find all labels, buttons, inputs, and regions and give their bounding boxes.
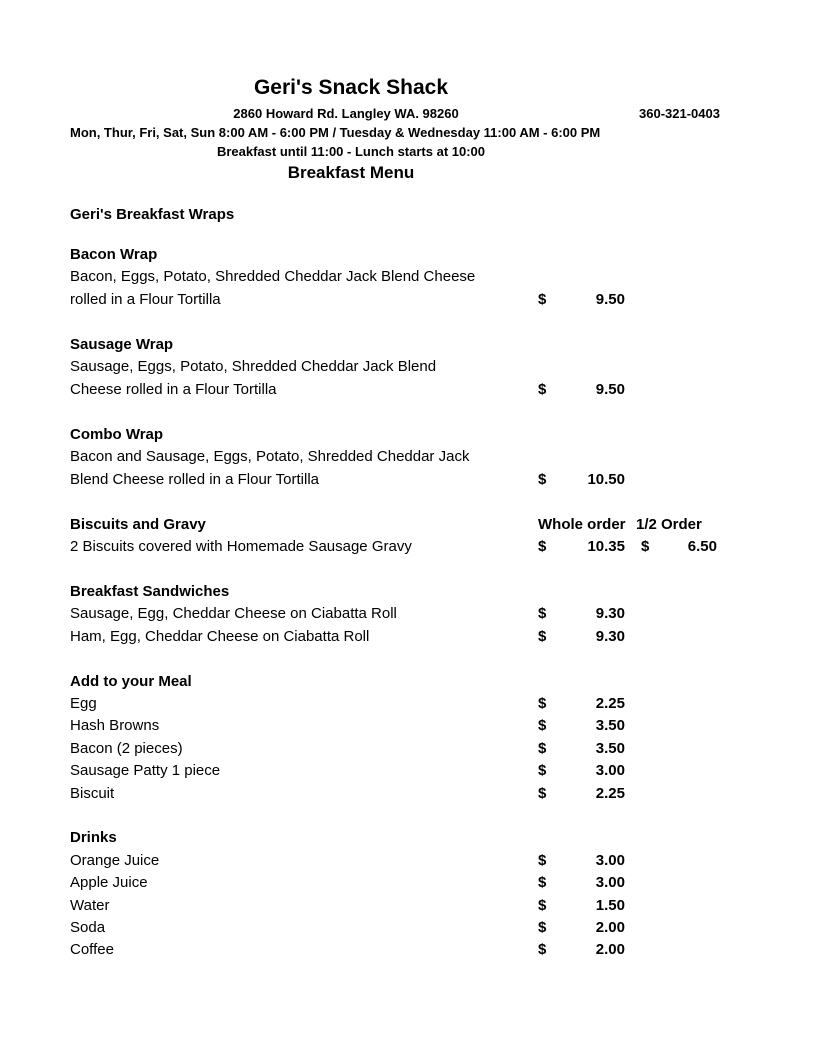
currency-symbol: $ [538,471,547,488]
column-header-whole: Whole order [538,516,626,533]
item-name-combo-wrap: Combo Wrap [70,426,164,443]
item-price: 3.50 [595,717,625,734]
address: 2860 Howard Rd. Langley WA. 98260 [233,106,459,121]
item-desc: Bacon, Eggs, Potato, Shredded Cheddar Jack Blend Cheese [70,268,476,285]
item-price: 1.50 [595,897,625,914]
currency-symbol: $ [538,740,547,757]
item-price-half: 6.50 [687,538,717,555]
menu-title: Breakfast Menu [287,163,415,182]
section-heading-addons: Add to your Meal [70,673,192,690]
currency-symbol: $ [538,381,547,398]
item-price: 2.25 [595,785,625,802]
list-item: Orange Juice [70,852,160,869]
item-price: 3.00 [595,762,625,779]
currency-symbol: $ [538,762,547,779]
item-price: 2.00 [595,919,625,936]
item-desc: Bacon and Sausage, Eggs, Potato, Shredded Cheddar Jack [70,448,470,465]
item-price: 2.00 [595,941,625,958]
list-item: Bacon (2 pieces) [70,740,183,757]
item-price: 9.50 [595,381,625,398]
currency-symbol: $ [538,941,547,958]
item-price: 9.30 [595,605,625,622]
currency-symbol: $ [538,628,547,645]
currency-symbol: $ [538,695,547,712]
list-item: Water [70,897,110,914]
item-desc: Sausage, Eggs, Potato, Shredded Cheddar Jack Blend [70,358,437,375]
list-item: Egg [70,695,97,712]
column-header-half: 1/2 Order [636,516,702,533]
section-heading-wraps: Geri's Breakfast Wraps [70,206,235,223]
currency-symbol: $ [538,538,547,555]
item-price-whole: 10.35 [587,538,625,555]
item-price: 10.50 [587,471,625,488]
item-price: 3.50 [595,740,625,757]
item-desc: Cheese rolled in a Flour Tortilla [70,381,277,398]
currency-symbol: $ [538,852,547,869]
list-item: Sausage Patty 1 piece [70,762,221,779]
item-desc: Blend Cheese rolled in a Flour Tortilla [70,471,320,488]
currency-symbol: $ [538,291,547,308]
list-item: Soda [70,919,106,936]
item-desc: rolled in a Flour Tortilla [70,291,221,308]
item-price: 2.25 [595,695,625,712]
section-heading-drinks: Drinks [70,829,117,846]
list-item: Biscuit [70,785,115,802]
currency-symbol: $ [538,717,547,734]
section-heading-sandwiches: Breakfast Sandwiches [70,583,230,600]
list-item: Apple Juice [70,874,148,891]
currency-symbol: $ [641,538,650,555]
currency-symbol: $ [538,874,547,891]
opening-hours: Mon, Thur, Fri, Sat, Sun 8:00 AM - 6:00 PM / Tuesday & Wednesday 11:00 AM - 6:00 PM [70,125,601,140]
list-item: Sausage, Egg, Cheddar Cheese on Ciabatta Roll [70,605,397,622]
currency-symbol: $ [538,785,547,802]
page-title: Geri's Snack Shack [253,76,449,99]
list-item: Ham, Egg, Cheddar Cheese on Ciabatta Roll [70,628,370,645]
breakfast-note: Breakfast until 11:00 - Lunch starts at 10:00 [216,144,486,159]
item-price: 3.00 [595,852,625,869]
list-item: Coffee [70,941,114,958]
item-name-bacon-wrap: Bacon Wrap [70,246,158,263]
item-price: 3.00 [595,874,625,891]
item-price: 9.50 [595,291,625,308]
list-item: Hash Browns [70,717,160,734]
item-desc: 2 Biscuits covered with Homemade Sausage Gravy [70,538,412,555]
currency-symbol: $ [538,897,547,914]
currency-symbol: $ [538,919,547,936]
currency-symbol: $ [538,605,547,622]
item-name-sausage-wrap: Sausage Wrap [70,336,174,353]
phone-number: 360-321-0403 [639,106,720,121]
item-name-biscuits-gravy: Biscuits and Gravy [70,516,206,533]
item-price: 9.30 [595,628,625,645]
